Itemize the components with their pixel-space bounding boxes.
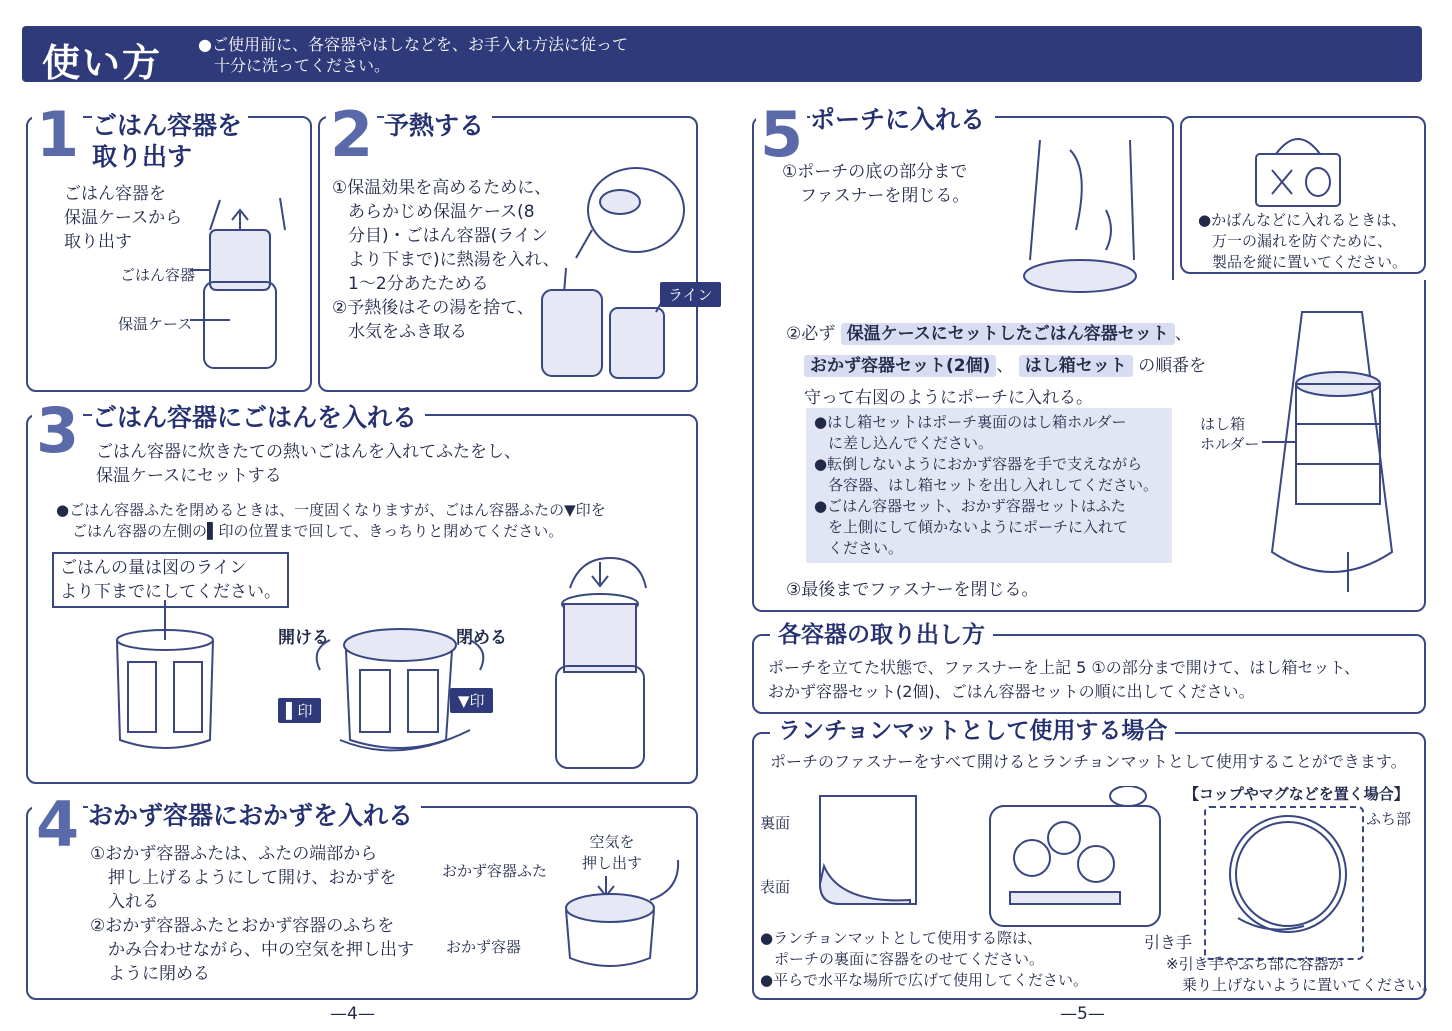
step5-note-line: に差し込んでください。 (828, 434, 994, 452)
mat-warning (1166, 954, 1437, 996)
label-front: 表面 (760, 878, 791, 896)
highlight-rice-set: 保温ケースにセットしたごはん容器セット (841, 323, 1175, 345)
highlight-chopstick-set: はし箱セット (1019, 355, 1133, 377)
step1-text (64, 182, 182, 254)
bag-note-line3: 製品を縦に置いてください。 (1212, 253, 1408, 271)
step5-note-line: ●転倒しないようにおかず容器を手で支えながら (814, 455, 1143, 473)
mat-illustration (800, 786, 1180, 936)
cup-caption: 【コップやマグなどを置く場合】 (1184, 785, 1409, 803)
step5-number: 5 (756, 104, 807, 166)
removal-line1: ポーチを立てた状態で、ファスナーを上記 5 ①の部分まで開けて、はし箱セット、 (768, 658, 1360, 677)
kettle-illustration (536, 150, 686, 382)
step4-title: おかず容器におかずを入れる (88, 800, 421, 831)
label-side-lid: おかず容器ふた (442, 862, 548, 880)
bag-orientation-illustration (1248, 124, 1348, 210)
header-note (198, 34, 628, 76)
step3-note-line1: ●ごはん容器ふたを閉めるときは、一度固くなりますが、ごはん容器ふたの▼印を (56, 501, 606, 519)
step5-notes (806, 408, 1172, 563)
step3-note (56, 500, 606, 542)
step2-title: 予熱する (384, 110, 492, 141)
air-label-line2: 押し出す (582, 854, 643, 872)
mat-note-line1: ●ランチョンマットとして使用する際は、 (760, 929, 1043, 947)
bag-note (1198, 210, 1407, 273)
step4-line: 押し上げるようにして開け、おかずを (108, 868, 397, 888)
step5-text1 (782, 160, 969, 208)
label-pull: 引き手 (1144, 933, 1193, 952)
label-warm-case: 保温ケース (118, 315, 193, 333)
step4-line: かみ合わせながら、中の空気を押し出す (108, 940, 414, 960)
step5-note-line: ●ごはん容器セット、おかず容器セットはふた (814, 497, 1126, 515)
callout-line1: ごはんの量は図のライン (60, 558, 247, 578)
pouch-zip-illustration (1010, 130, 1150, 300)
mat-warning-line1: ※引き手やふち部に容器が (1166, 955, 1344, 973)
step3-note-line2: ごはん容器の左側の▌印の位置まで回して、きっちりと閉めてください。 (72, 522, 564, 540)
holder-label-line2: ホルダー (1200, 435, 1260, 453)
step2-line: あらかじめ保温ケース(8 (348, 202, 535, 222)
step5-note-line: 各容器、はし箱セットを出し入れしてください。 (828, 476, 1159, 494)
rim-illustration (1208, 808, 1358, 954)
step4-text (90, 842, 414, 986)
step2-line: より下まで)に熱湯を入れ、 (348, 250, 560, 270)
step5-title: ポーチに入れる (810, 104, 995, 135)
step4-line: ②おかず容器ふたとおかず容器のふちを (90, 916, 395, 936)
header-bar (22, 26, 1422, 85)
mark-tag-left: ▌印 (278, 698, 321, 723)
step4-number: 4 (32, 794, 83, 856)
side-container-illustration (550, 840, 690, 988)
step5-instruction-line1 (786, 318, 1206, 350)
label-rice-container: ごはん容器 (120, 266, 196, 284)
holder-label-line1: はし箱 (1200, 415, 1246, 433)
holder-label (1200, 414, 1259, 454)
step2-line: ②予熱後はその湯を捨て、 (332, 298, 534, 318)
step2-text (332, 176, 560, 344)
label-rim: ふち部 (1366, 810, 1412, 828)
step4-line: 入れる (108, 892, 159, 912)
step3-text (96, 440, 521, 488)
page-number-right: —5— (1060, 1004, 1105, 1024)
line-tag: ライン (660, 282, 721, 307)
mat-text: ポーチのファスナーをすべて開けるとランチョンマットとして使用することができます。 (770, 752, 1407, 771)
label-back: 裏面 (760, 814, 791, 832)
mat-note-line2: ポーチの裏面に容器をのせてください。 (774, 950, 1045, 968)
highlight-side-set: おかず容器セット(2個) (804, 355, 996, 377)
step5-note-line: ください。 (828, 539, 904, 557)
step2-number: 2 (326, 104, 377, 166)
step3-text-line1: ごはん容器に炊きたての熱いごはんを入れてふたをし、 (96, 442, 521, 462)
air-label-line1: 空気を (589, 833, 635, 851)
label-side-container: おかず容器 (446, 938, 522, 956)
comma: 、 (1174, 324, 1192, 344)
header-note-line1: ●ご使用前に、各容器やはしなどを、お手入れ方法に従って (198, 35, 628, 54)
step5-note-line: を上側にして傾かないようにポーチに入れて (828, 518, 1129, 536)
step5-instruction-line2 (786, 350, 1206, 382)
step1-text-line2: 保温ケースから (64, 208, 183, 228)
step1-number: 1 (32, 104, 83, 166)
set-into-case-illustration (550, 548, 660, 776)
step2-line: ①保温効果を高めるために、 (332, 178, 552, 198)
step5-final: ③最後までファスナーを閉じる。 (786, 580, 1039, 600)
close-label: 閉める (456, 628, 507, 648)
mat-title: ランチョンマットとして使用する場合 (770, 716, 1175, 747)
mat-note-line3: ●平らで水平な場所で広げて使用してください。 (760, 971, 1088, 989)
step1-title-line2: 取り出す (92, 142, 193, 171)
step5-suffix: の順番を (1138, 356, 1207, 376)
step1-text-line3: 取り出す (64, 232, 132, 252)
mat-warning-line2: 乗り上げないように置いてください。 (1182, 976, 1438, 994)
comma: 、 (996, 356, 1014, 376)
mark-tag-right: ▼印 (450, 688, 493, 713)
open-label: 開ける (278, 628, 329, 648)
page-number-left: —4— (330, 1004, 375, 1024)
removal-title: 各容器の取り出し方 (770, 620, 993, 651)
step5-instruction-line3: 守って右図のようにポーチに入れる。 (804, 388, 1093, 408)
step2-line: 水気をふき取る (348, 322, 467, 342)
step5-text1-line2: ファスナーを閉じる。 (800, 186, 970, 206)
lid-twist-illustration (300, 590, 500, 760)
step5-instruction (786, 318, 1206, 414)
removal-text (768, 656, 1360, 704)
pouch-packed-illustration (1262, 292, 1412, 602)
step5-note-line: ●はし箱セットはポーチ裏面のはし箱ホルダー (814, 413, 1127, 431)
bag-note-line1: ●かばんなどに入れるときは、 (1198, 211, 1407, 229)
step2-line: 1〜2分あたためる (348, 274, 489, 294)
mat-note (760, 928, 1088, 991)
bag-note-line2: 万一の漏れを防ぐために、 (1212, 232, 1393, 250)
step1-title (92, 110, 248, 172)
step1-text-line1: ごはん容器を (64, 184, 166, 204)
rice-container-illustration (190, 190, 300, 380)
step3-text-line2: 保温ケースにセットする (96, 466, 282, 486)
header-note-line2: 十分に洗ってください。 (214, 56, 391, 75)
step4-line: ように閉める (108, 964, 210, 984)
callout-line2: より下までにしてください。 (60, 582, 281, 602)
step5-text1-line1: ①ポーチの底の部分まで (782, 162, 968, 182)
step3-number: 3 (32, 400, 83, 462)
step1-title-line1: ごはん容器を (92, 111, 243, 140)
step4-line: ①おかず容器ふたは、ふたの端部から (90, 844, 378, 864)
step5-prefix: ②必ず (786, 324, 836, 344)
removal-line2: おかず容器セット(2個)、ごはん容器セットの順に出してください。 (768, 682, 1255, 701)
page-title: 使い方 (42, 41, 163, 85)
step3-title: ごはん容器にごはんを入れる (92, 402, 425, 433)
step2-line: 分目)・ごはん容器(ライン (348, 226, 548, 246)
rice-container-line-illustration (110, 600, 220, 760)
